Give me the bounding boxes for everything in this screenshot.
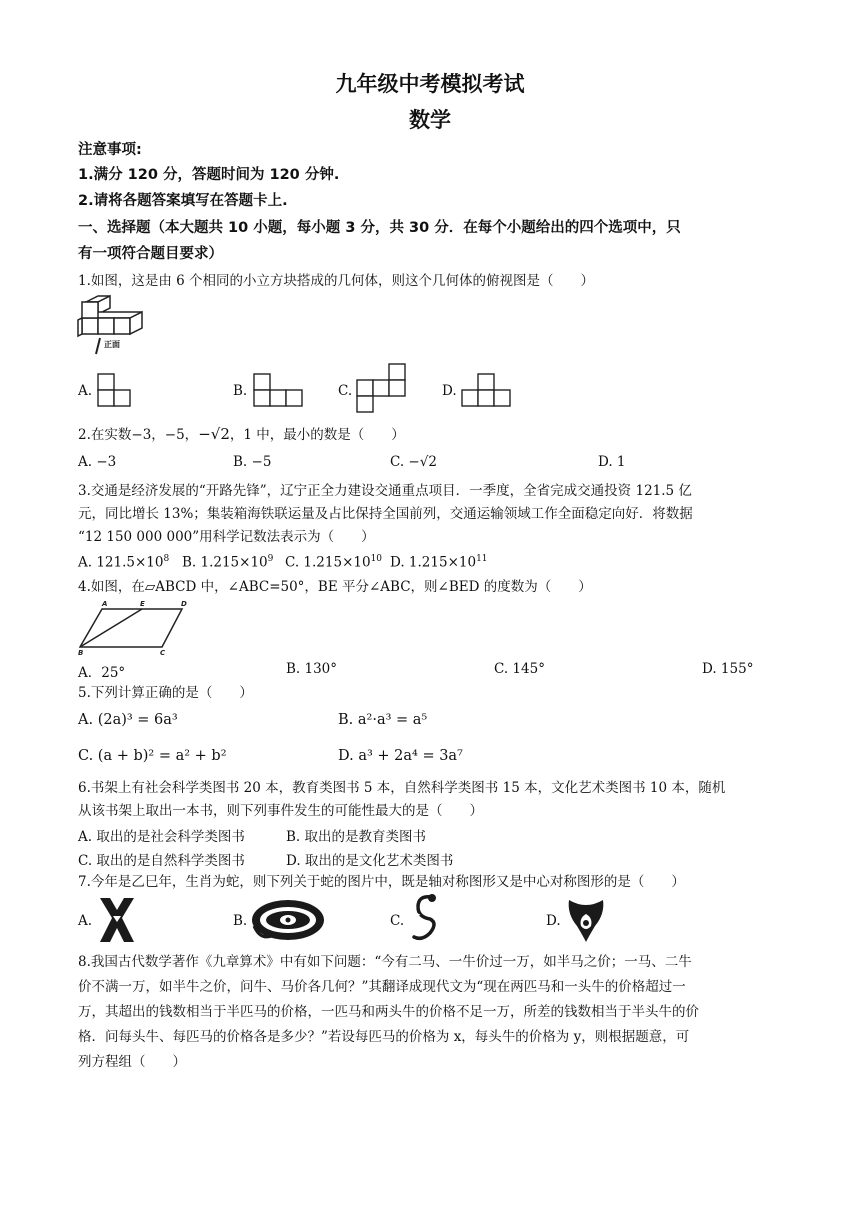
q3-option-b [182, 554, 273, 571]
q4-label-a: A [102, 600, 108, 608]
q3-option-c [285, 554, 382, 571]
q3-option-c-exp: 10 [370, 554, 383, 564]
q1-option-a-figure [96, 372, 132, 408]
q3-option-c-base: C. 1.215×10 [285, 554, 371, 571]
exam-subject: 数学 [409, 108, 451, 132]
q4-label-c: C [160, 649, 166, 657]
notice-heading: 注意事项: [78, 142, 142, 158]
q4-option-c: C. 145° [494, 661, 545, 677]
q1-text: 1.如图，这是由 6 个相同的小立方块搭成的几何体，则这个几何体的俯视图是（ ） [78, 273, 595, 289]
q3-option-b-base: B. 1.215×10 [182, 554, 268, 571]
q4-option-a: A．25° [78, 665, 126, 681]
q1-option-a-label: A. [78, 383, 93, 399]
q4-option-d: D. 155° [702, 661, 754, 677]
q6-line-1: 6.书架上有社会科学类图书 20 本，教育类图书 5 本，自然科学类图书 15 本，文化艺术类图书 10 本，随机 [78, 780, 726, 796]
q4-parallelogram-figure [78, 600, 188, 656]
q1-option-d-label: D. [442, 383, 457, 399]
q4-label-b: B [78, 649, 84, 657]
q1-option-b-figure [252, 372, 306, 408]
q3-option-d [390, 554, 488, 571]
q6-option-c: C. 取出的是自然科学类图书 [78, 853, 245, 869]
q3-line-2: 元，同比增长 13%；集装箱海铁联运量及占比保持全国前列，交通运输领域工作全面稳定向好．将数据 [78, 506, 693, 522]
q7-option-b-snake-icon [250, 896, 326, 944]
q6-option-d: D. 取出的是文化艺术类图书 [286, 853, 454, 869]
q2-text-a: 2.在实数−3，−5， [78, 427, 199, 443]
q8-line-2: 价不满一万，如半牛之价，问牛、马价各几何？”其翻译成现代文为“现在两匹马和一头牛的价格超过一 [78, 979, 686, 995]
q2-text-b: ，1 中，最小的数是（ ） [229, 427, 405, 443]
q4-text: 4.如图，在▱ABCD 中，∠ABC=50°，BE 平分∠ABC，则∠BED 的度数为（ ） [78, 579, 592, 595]
q3-option-a-exp: 8 [163, 554, 170, 564]
notice-item-1: 1.满分 120 分，答题时间为 120 分钟. [78, 167, 340, 183]
q1-option-d-figure [460, 372, 514, 408]
q2-text [78, 425, 783, 444]
q7-option-d-snake-icon [565, 896, 607, 944]
section-heading-line2: 有一项符合题目要求） [78, 246, 223, 262]
q2-option-d: D. 1 [598, 454, 626, 470]
q7-option-c-label: C. [390, 913, 405, 929]
q3-option-d-exp: 11 [476, 554, 488, 564]
q4-label-e: E [140, 600, 145, 608]
q6-option-b: B. 取出的是教育类图书 [286, 829, 427, 845]
q1-option-b-label: B. [233, 383, 248, 399]
exam-title: 九年级中考模拟考试 [335, 72, 525, 96]
q7-text: 7.今年是乙巳年，生肖为蛇，则下列关于蛇的图片中，既是轴对称图形又是中心对称图形的是（ ） [78, 874, 685, 890]
section-heading-line1: 一、选择题（本大题共 10 小题，每小题 3 分，共 30 分．在每个小题给出的四个选项中，只 [78, 220, 681, 236]
q4-option-b: B. 130° [286, 661, 338, 677]
q7-option-d-label: D. [546, 913, 561, 929]
q2-option-c: C. −√2 [390, 454, 437, 470]
q4-label-d: D [181, 600, 187, 608]
q8-line-5: 列方程组（ ） [78, 1054, 186, 1070]
q3-option-d-base: D. 1.215×10 [390, 554, 477, 571]
q3-line-3: “12 150 000 000”用科学记数法表示为（ ） [78, 529, 375, 545]
q8-line-4: 格．问每头牛、每匹马的价格各是多少？”若设每匹马的价格为 x，每头牛的价格为 y，则根据题意，可 [78, 1029, 690, 1045]
q3-option-a-base: A. 121.5×10 [78, 554, 164, 571]
q1-option-c-figure [355, 362, 411, 414]
q5-option-d: D. a³ + 2a⁴ = 3a⁷ [338, 748, 463, 764]
q5-text: 5.下列计算正确的是（ ） [78, 685, 253, 701]
q6-option-a: A. 取出的是社会科学类图书 [78, 829, 245, 845]
q3-line-1: 3.交通是经济发展的“开路先锋”，辽宁正全力建设交通重点项目．一季度，全省完成交通投资 121.5 亿 [78, 483, 692, 499]
notice-item-2: 2.请将各题答案填写在答题卡上. [78, 193, 288, 209]
q5-option-c: C. (a + b)² = a² + b² [78, 748, 227, 764]
q5-option-b: B. a²·a³ = a⁵ [338, 712, 428, 728]
q1-front-label: 正面 [104, 340, 120, 349]
q1-option-c-label: C. [338, 383, 353, 399]
q2-option-a: A. −3 [78, 454, 117, 470]
q6-line-2: 从该书架上取出一本书，则下列事件发生的可能性最大的是（ ） [78, 803, 483, 819]
q2-text-sqrt: −√2 [198, 425, 230, 443]
q3-option-b-exp: 9 [267, 554, 274, 564]
q2-option-b: B. −5 [233, 454, 272, 470]
q7-option-c-snake-icon [410, 893, 440, 943]
q8-line-1: 8.我国古代数学著作《九章算术》中有如下问题：“今有二马、一牛价过一万，如半马之价；一马、二牛 [78, 954, 692, 970]
q7-option-b-label: B. [233, 913, 248, 929]
q3-option-a [78, 554, 169, 571]
q8-line-3: 万，其超出的钱数相当于半匹马的价格，一匹马和两头牛的价格不足一万，所差的钱数相当于半头牛的价 [78, 1004, 699, 1020]
q7-option-a-snake-icon [96, 896, 138, 944]
q7-option-a-label: A. [78, 913, 93, 929]
q5-option-a: A. (2a)³ = 6a³ [78, 712, 178, 728]
